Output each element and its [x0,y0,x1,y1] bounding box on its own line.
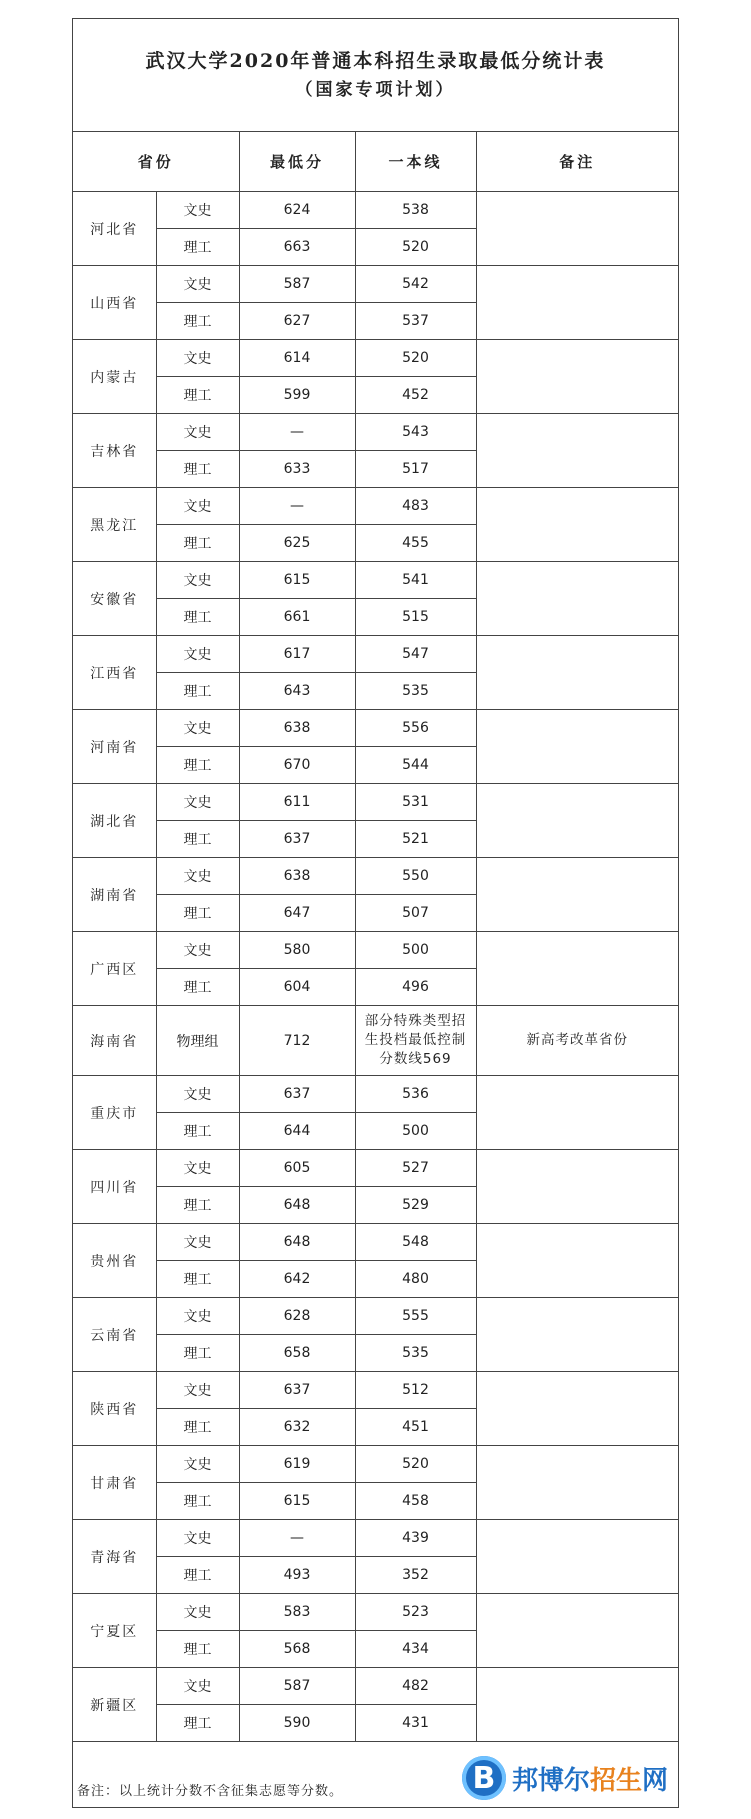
province-cell: 山西省 [73,266,156,340]
province-cell: 四川省 [73,1150,156,1224]
first-tier-line-cell: 520 [355,340,476,377]
table-row [73,932,678,969]
note-cell [476,1446,678,1520]
first-tier-line-cell: 496 [355,969,476,1006]
first-tier-line-cell: 538 [355,192,476,229]
province-cell: 宁夏区 [73,1594,156,1668]
min-score-cell: 611 [239,784,355,821]
subject-cell: 文史 [156,1372,239,1409]
note-cell [476,932,678,1006]
province-cell: 重庆市 [73,1076,156,1150]
min-score-cell: 580 [239,932,355,969]
page-title: 武汉大学2020年普通本科招生录取最低分统计表 [145,49,606,72]
note-cell [476,192,678,266]
min-score-cell: 712 [239,1006,355,1076]
table-row [73,1446,678,1483]
min-score-cell: 627 [239,303,355,340]
subject-cell: 理工 [156,1335,239,1372]
subject-cell: 理工 [156,1113,239,1150]
subject-cell: 理工 [156,673,239,710]
first-tier-line-cell: 537 [355,303,476,340]
note-cell [476,562,678,636]
table-row [73,784,678,821]
first-tier-line-cell: 352 [355,1557,476,1594]
first-tier-line-cell: 521 [355,821,476,858]
min-score-cell: 619 [239,1446,355,1483]
note-cell [476,266,678,340]
first-tier-line-cell: 431 [355,1705,476,1742]
subject-cell: 理工 [156,821,239,858]
province-cell: 黑龙江 [73,488,156,562]
first-tier-line-cell: 517 [355,451,476,488]
subject-cell: 理工 [156,303,239,340]
first-tier-line-cell: 531 [355,784,476,821]
subject-cell: 理工 [156,969,239,1006]
first-tier-line-cell: 512 [355,1372,476,1409]
subject-cell: 理工 [156,1409,239,1446]
table-header-row [73,132,678,192]
first-tier-line-cell: 439 [355,1520,476,1557]
subject-cell: 文史 [156,710,239,747]
min-score-cell: 614 [239,340,355,377]
first-tier-line-cell: 535 [355,673,476,710]
first-tier-line-cell: 507 [355,895,476,932]
first-tier-line-cell: 455 [355,525,476,562]
note-cell [476,488,678,562]
min-score-cell: 647 [239,895,355,932]
table-row [73,414,678,451]
note-cell [476,1298,678,1372]
min-score-cell: 637 [239,821,355,858]
table-row [73,266,678,303]
first-tier-line-cell: 529 [355,1187,476,1224]
province-cell: 广西区 [73,932,156,1006]
min-score-cell: 605 [239,1150,355,1187]
min-score-cell: 590 [239,1705,355,1742]
note-cell [476,710,678,784]
note-cell: 新高考改革省份 [476,1006,678,1076]
first-tier-line-cell: 520 [355,1446,476,1483]
table-row [73,636,678,673]
first-tier-line-cell: 520 [355,229,476,266]
first-tier-line-cell: 535 [355,1335,476,1372]
min-score-cell: 568 [239,1631,355,1668]
subject-cell: 文史 [156,1298,239,1335]
table-row [73,1076,678,1113]
subject-cell: 文史 [156,1076,239,1113]
note-cell [476,784,678,858]
first-tier-line-cell: 451 [355,1409,476,1446]
min-score-cell: 644 [239,1113,355,1150]
min-score-cell: 617 [239,636,355,673]
first-tier-line-cell: 515 [355,599,476,636]
province-cell: 海南省 [73,1006,156,1076]
province-cell: 贵州省 [73,1224,156,1298]
province-cell: 河南省 [73,710,156,784]
table-row [73,1520,678,1557]
subject-cell: 文史 [156,1224,239,1261]
first-tier-line-cell: 548 [355,1224,476,1261]
province-cell: 湖南省 [73,858,156,932]
subject-cell: 物理组 [156,1006,239,1076]
table-row [73,1224,678,1261]
score-table-sheet [72,18,679,1808]
subject-cell: 文史 [156,1668,239,1705]
header-first-tier-line: 一本线 [355,132,476,192]
subject-cell: 理工 [156,895,239,932]
footnote: 备注：以上统计分数不含征集志愿等分数。 [77,1784,344,1799]
min-score-cell: 638 [239,858,355,895]
header-min-score: 最低分 [239,132,355,192]
table-row [73,1150,678,1187]
first-tier-line-cell: 547 [355,636,476,673]
header-province: 省份 [73,132,239,192]
province-cell: 安徽省 [73,562,156,636]
subject-cell: 文史 [156,784,239,821]
logo-text-1: 邦博尔 [511,1765,590,1796]
subject-cell: 理工 [156,1187,239,1224]
province-cell: 河北省 [73,192,156,266]
first-tier-line-cell: 500 [355,1113,476,1150]
min-score-cell: 670 [239,747,355,784]
min-score-cell: 493 [239,1557,355,1594]
note-cell [476,636,678,710]
subject-cell: 文史 [156,562,239,599]
subject-cell: 文史 [156,636,239,673]
note-cell [476,1594,678,1668]
subject-cell: 文史 [156,932,239,969]
note-cell [476,1076,678,1150]
first-tier-line-cell: 部分特殊类型招生投档最低控制分数线569 [355,1006,476,1076]
min-score-cell: 604 [239,969,355,1006]
watermark-logo [458,1755,672,1801]
first-tier-line-cell: 544 [355,747,476,784]
min-score-cell: 599 [239,377,355,414]
first-tier-line-cell: 482 [355,1668,476,1705]
province-cell: 湖北省 [73,784,156,858]
province-cell: 新疆区 [73,1668,156,1742]
first-tier-line-cell: 500 [355,932,476,969]
min-score-cell: 587 [239,266,355,303]
header-note: 备注 [476,132,678,192]
min-score-cell: — [239,488,355,525]
min-score-cell: 637 [239,1076,355,1113]
table-row [73,1372,678,1409]
subject-cell: 文史 [156,192,239,229]
first-tier-line-cell: 555 [355,1298,476,1335]
min-score-cell: 615 [239,1483,355,1520]
min-score-cell: — [239,1520,355,1557]
province-cell: 内蒙古 [73,340,156,414]
table-row [73,488,678,525]
first-tier-line-cell: 543 [355,414,476,451]
min-score-cell: 643 [239,673,355,710]
province-cell: 云南省 [73,1298,156,1372]
first-tier-line-cell: 550 [355,858,476,895]
note-cell [476,1668,678,1742]
first-tier-line-cell: 523 [355,1594,476,1631]
min-score-cell: 637 [239,1372,355,1409]
table-row [73,192,678,229]
first-tier-line-cell: 542 [355,266,476,303]
note-cell [476,1224,678,1298]
first-tier-line-cell: 556 [355,710,476,747]
note-cell [476,1372,678,1446]
logo-mark-icon: B [462,1756,506,1800]
subject-cell: 文史 [156,414,239,451]
subject-cell: 理工 [156,377,239,414]
subject-cell: 理工 [156,599,239,636]
note-cell [476,858,678,932]
subject-cell: 文史 [156,1520,239,1557]
min-score-cell: 625 [239,525,355,562]
subject-cell: 理工 [156,1557,239,1594]
min-score-cell: 642 [239,1261,355,1298]
min-score-cell: 587 [239,1668,355,1705]
subject-cell: 文史 [156,266,239,303]
min-score-cell: — [239,414,355,451]
min-score-cell: 633 [239,451,355,488]
score-table [73,132,678,1742]
subject-cell: 文史 [156,488,239,525]
subject-cell: 理工 [156,525,239,562]
title-block [73,19,678,132]
logo-text-2: 招生 [589,1765,642,1796]
table-body [73,192,678,1742]
subject-cell: 文史 [156,1594,239,1631]
subject-cell: 理工 [156,1483,239,1520]
min-score-cell: 648 [239,1187,355,1224]
province-cell: 甘肃省 [73,1446,156,1520]
min-score-cell: 658 [239,1335,355,1372]
table-row [73,562,678,599]
first-tier-line-cell: 541 [355,562,476,599]
table-row [73,1668,678,1705]
subject-cell: 理工 [156,1261,239,1298]
first-tier-line-cell: 434 [355,1631,476,1668]
note-cell [476,1150,678,1224]
subject-cell: 文史 [156,1150,239,1187]
table-row [73,858,678,895]
min-score-cell: 628 [239,1298,355,1335]
subject-cell: 理工 [156,747,239,784]
first-tier-line-cell: 536 [355,1076,476,1113]
first-tier-line-cell: 480 [355,1261,476,1298]
province-cell: 青海省 [73,1520,156,1594]
province-cell: 吉林省 [73,414,156,488]
table-row [73,1006,678,1076]
min-score-cell: 638 [239,710,355,747]
note-cell [476,340,678,414]
first-tier-line-cell: 483 [355,488,476,525]
subject-cell: 理工 [156,229,239,266]
subject-cell: 文史 [156,858,239,895]
table-row [73,1594,678,1631]
first-tier-line-cell: 458 [355,1483,476,1520]
page-subtitle: （国家专项计划） [295,79,456,100]
subject-cell: 理工 [156,1705,239,1742]
table-row [73,1298,678,1335]
subject-cell: 理工 [156,1631,239,1668]
first-tier-line-cell: 527 [355,1150,476,1187]
min-score-cell: 615 [239,562,355,599]
subject-cell: 文史 [156,340,239,377]
min-score-cell: 661 [239,599,355,636]
table-row [73,710,678,747]
subject-cell: 理工 [156,451,239,488]
subject-cell: 文史 [156,1446,239,1483]
note-cell [476,1520,678,1594]
province-cell: 江西省 [73,636,156,710]
min-score-cell: 663 [239,229,355,266]
note-cell [476,414,678,488]
first-tier-line-cell: 452 [355,377,476,414]
min-score-cell: 648 [239,1224,355,1261]
min-score-cell: 624 [239,192,355,229]
min-score-cell: 632 [239,1409,355,1446]
min-score-cell: 583 [239,1594,355,1631]
table-row [73,340,678,377]
logo-text-3: 网 [641,1765,668,1796]
province-cell: 陕西省 [73,1372,156,1446]
